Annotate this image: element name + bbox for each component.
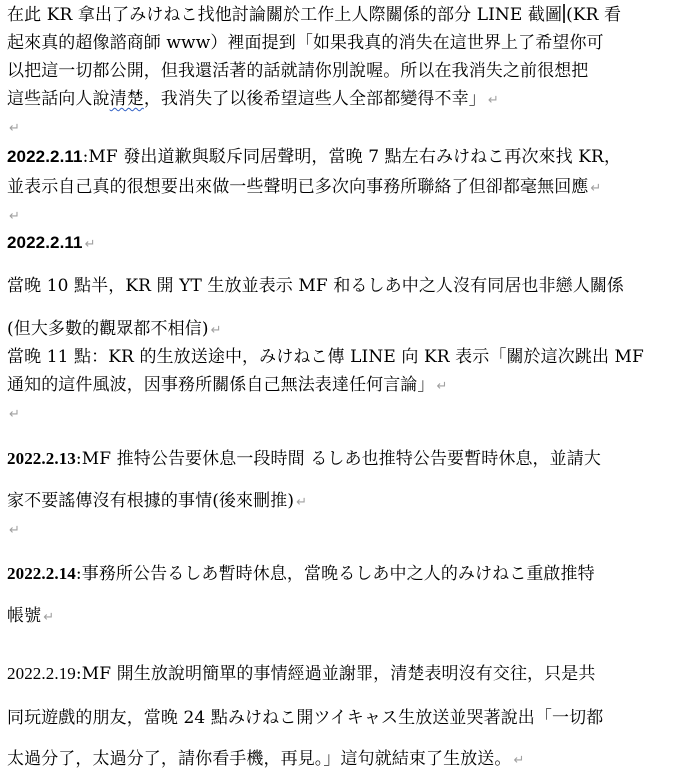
p3-line-1: 當晚 10 點半，KR 開 YT 生放並表示 MF 和るしあ中之人沒有同居也非戀人關係	[7, 276, 625, 296]
p1-line-1	[7, 4, 621, 26]
p1-line-1-text-b: (KR 看	[566, 5, 622, 25]
p3-line-2	[7, 318, 222, 342]
p4-line-1	[7, 448, 601, 470]
p4-line-1-text: :MF 推特公告要休息一段時間 るしあ也推特公告要暫時休息，並請大	[75, 449, 601, 469]
p1-line-1-text-a: 在此 KR 拿出了みけねこ找他討論關於工作上人際關係的部分 LINE 截圖	[7, 5, 563, 25]
p6-line-1-text: :MF 開生放說明簡單的事情經過並謝罪，清楚表明沒有交往，只是共	[75, 664, 596, 684]
text-cursor	[563, 4, 565, 23]
paragraph-mark-icon: ↵	[9, 121, 20, 136]
empty-line	[7, 116, 20, 140]
empty-line	[7, 402, 20, 426]
entry-date: 2022.2.11	[7, 233, 83, 252]
p1-line-4-text-c: ，我消失了以後希望這些人全部都變得不幸」	[143, 89, 486, 109]
paragraph-mark-icon: ↵	[513, 753, 525, 768]
p5-line-1	[7, 563, 595, 585]
p3-line-2-text: (但大多數的觀眾都不相信)	[7, 319, 209, 339]
p6-line-1	[7, 663, 595, 685]
paragraph-mark-icon: ↵	[9, 407, 20, 422]
paragraph-mark-icon: ↵	[436, 379, 448, 394]
spellcheck-flagged-word[interactable]: 清楚	[109, 89, 144, 109]
paragraph-mark-icon: ↵	[590, 181, 602, 196]
empty-line	[7, 518, 20, 542]
entry-date: 2022.2.14	[7, 564, 76, 583]
paragraph-mark-icon: ↵	[487, 93, 499, 108]
p5-line-1-text: :事務所公告るしあ暫時休息，當晚るしあ中之人的みけねこ重啟推特	[75, 564, 595, 584]
p5-line-2	[7, 605, 54, 629]
p2-line-2	[7, 176, 601, 200]
empty-line	[7, 204, 20, 228]
p5-line-2-text: 帳號	[7, 606, 42, 626]
paragraph-mark-icon: ↵	[9, 209, 20, 224]
p6-line-3	[7, 748, 525, 772]
paragraph-mark-icon: ↵	[9, 523, 20, 538]
paragraph-mark-icon: ↵	[43, 610, 55, 625]
p1-line-3: 以把這一切都公開，但我還活著的話就請你別說喔。所以在我消失之前很想把	[7, 61, 589, 81]
paragraph-mark-icon: ↵	[210, 323, 222, 338]
p3-date-line	[7, 232, 96, 256]
p6-line-2: 同玩遊戲的朋友，當晚 24 點みけねこ開ツイキャス生放送並哭著說出「一切都	[7, 708, 604, 728]
p1-line-2: 起來真的超像諮商師 www）裡面提到「如果我真的消失在這世界上了希望你可	[7, 33, 604, 53]
p2-line-2-text: 並表示自己真的很想要出來做一些聲明已多次向事務所聯絡了但卻都毫無回應	[7, 177, 589, 197]
p2-line-1	[7, 146, 621, 168]
p6-line-3-text: 太過分了，太過分了，請你看手機，再見。」這句就結束了生放送。	[7, 749, 512, 769]
paragraph-mark-icon: ↵	[84, 237, 96, 252]
p4-line-2-text: 家不要謠傳沒有根據的事情(後來刪推)	[7, 491, 295, 511]
p2-line-1-text: :MF 發出道歉與駁斥同居聲明，當晚 7 點左右みけねこ再次來找 KR，	[82, 147, 622, 167]
paragraph-mark-icon: ↵	[296, 495, 308, 510]
p3-line-4-text: 通知的這件風波，因事務所關係自己無法表達任何言論」	[7, 375, 435, 395]
p4-line-2	[7, 490, 307, 514]
entry-date: 2022.2.11	[7, 147, 83, 166]
p1-line-4-text-a: 這些話向人說	[7, 89, 110, 109]
entry-date: 2022.2.19	[7, 664, 76, 683]
p3-line-4	[7, 374, 448, 398]
p1-line-4	[7, 88, 499, 112]
entry-date: 2022.2.13	[7, 449, 76, 468]
p3-line-3: 當晚 11 點：KR 的生放送途中，みけねこ傳 LINE 向 KR 表示「關於這次跳出 MF	[7, 347, 644, 367]
